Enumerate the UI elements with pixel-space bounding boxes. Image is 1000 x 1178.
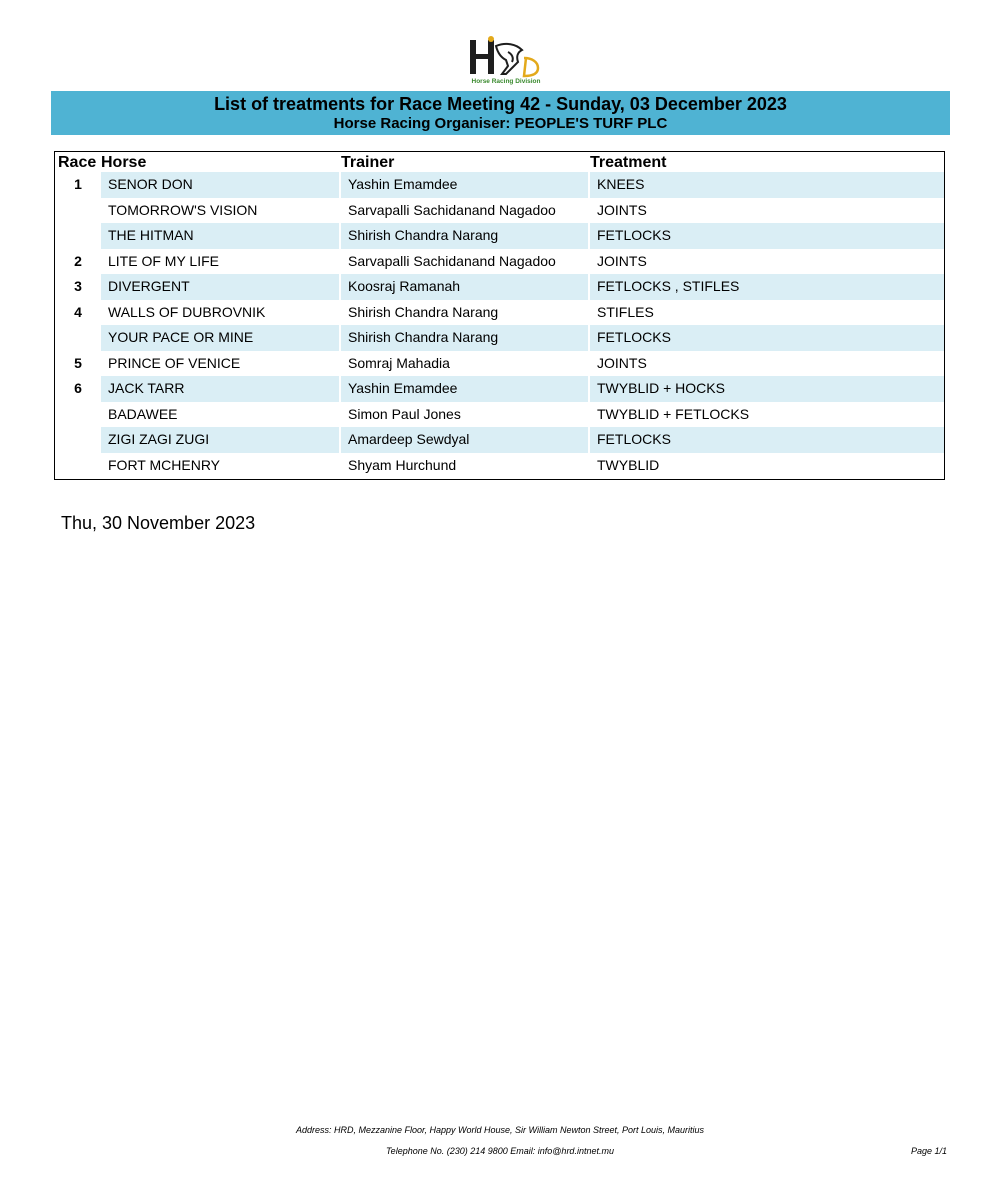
trainer-cell: Shyam Hurchund [348,456,457,473]
table-row [55,427,944,453]
hrd-logo [462,34,550,88]
trainer-cell: Shirish Chandra Narang [341,325,588,351]
treatment-cell: TWYBLID [597,456,660,473]
race-cell [55,453,101,479]
horse-cell: YOUR PACE OR MINE [101,325,339,351]
race-cell: 4 [74,303,82,320]
table-row [55,453,944,479]
table-row [55,325,944,351]
horse-cell: LITE OF MY LIFE [108,252,219,269]
treatment-cell: FETLOCKS , STIFLES [590,274,944,300]
trainer-cell: Koosraj Ramanah [341,274,588,300]
treatment-cell: FETLOCKS [590,427,944,453]
column-header-trainer: Trainer [341,154,395,171]
race-cell: 2 [74,252,82,269]
column-header-horse: Horse [101,154,147,171]
logo-caption: Horse Racing Division [471,78,541,85]
horse-cell: BADAWEE [108,405,178,422]
race-cell [55,223,101,249]
race-cell [55,198,101,224]
table-header [55,152,944,172]
race-cell [55,325,101,351]
page-subtitle: Horse Racing Organiser: PEOPLE'S TURF PLC [333,115,668,132]
page-title: List of treatments for Race Meeting 42 - Sunday, 03 December 2023 [214,94,787,114]
horse-logo-icon [462,34,550,78]
trainer-cell: Sarvapalli Sachidanand Nagadoo [348,252,556,269]
title-banner [51,91,950,135]
horse-cell: DIVERGENT [101,274,339,300]
horse-cell: TOMORROW'S VISION [108,201,258,218]
page-number: Page 1/1 [910,1146,947,1156]
table-body [55,172,944,478]
treatment-cell: KNEES [590,172,944,198]
trainer-cell: Sarvapalli Sachidanand Nagadoo [348,201,556,218]
horse-cell: SENOR DON [101,172,339,198]
treatment-cell: JOINTS [597,354,647,371]
treatment-cell: TWYBLID + HOCKS [590,376,944,402]
treatment-cell: JOINTS [597,201,647,218]
treatment-cell: TWYBLID + FETLOCKS [597,405,750,422]
treatment-cell: STIFLES [597,303,654,320]
table-row [55,198,944,224]
race-cell: 6 [74,380,82,396]
race-cell: 1 [74,176,82,192]
trainer-cell: Simon Paul Jones [348,405,461,422]
race-cell [55,402,101,428]
trainer-cell: Shirish Chandra Narang [341,223,588,249]
treatments-table [54,151,945,480]
print-date: Thu, 30 November 2023 [61,513,256,533]
trainer-cell: Somraj Mahadia [348,354,450,371]
horse-cell: WALLS OF DUBROVNIK [108,303,266,320]
trainer-cell: Amardeep Sewdyal [341,427,588,453]
column-header-race: Race [58,154,97,171]
race-cell: 3 [74,278,82,294]
treatment-cell: JOINTS [597,252,647,269]
trainer-cell: Yashin Emamdee [341,376,588,402]
trainer-cell: Shirish Chandra Narang [348,303,499,320]
column-header-treatment: Treatment [590,154,667,171]
table-row [55,351,944,377]
table-row [55,249,944,275]
footer-address: Address: HRD, Mezzanine Floor, Happy World House, Sir William Newton Street, Port Louis, Mauritius [295,1125,705,1135]
horse-cell: FORT MCHENRY [108,456,221,473]
table-row [55,223,944,249]
race-cell [55,427,101,453]
footer-contact: Telephone No. (230) 214 9800 Email: info@hrd.intnet.mu [386,1146,614,1156]
horse-cell: THE HITMAN [101,223,339,249]
table-row [55,402,944,428]
table-row [55,172,944,198]
table-row [55,376,944,402]
trainer-cell: Yashin Emamdee [341,172,588,198]
table-row [55,300,944,326]
treatment-cell: FETLOCKS [590,223,944,249]
horse-cell: PRINCE OF VENICE [108,354,241,371]
table-row [55,274,944,300]
race-cell: 5 [74,354,82,371]
horse-cell: ZIGI ZAGI ZUGI [101,427,339,453]
horse-cell: JACK TARR [101,376,339,402]
treatment-cell: FETLOCKS [590,325,944,351]
